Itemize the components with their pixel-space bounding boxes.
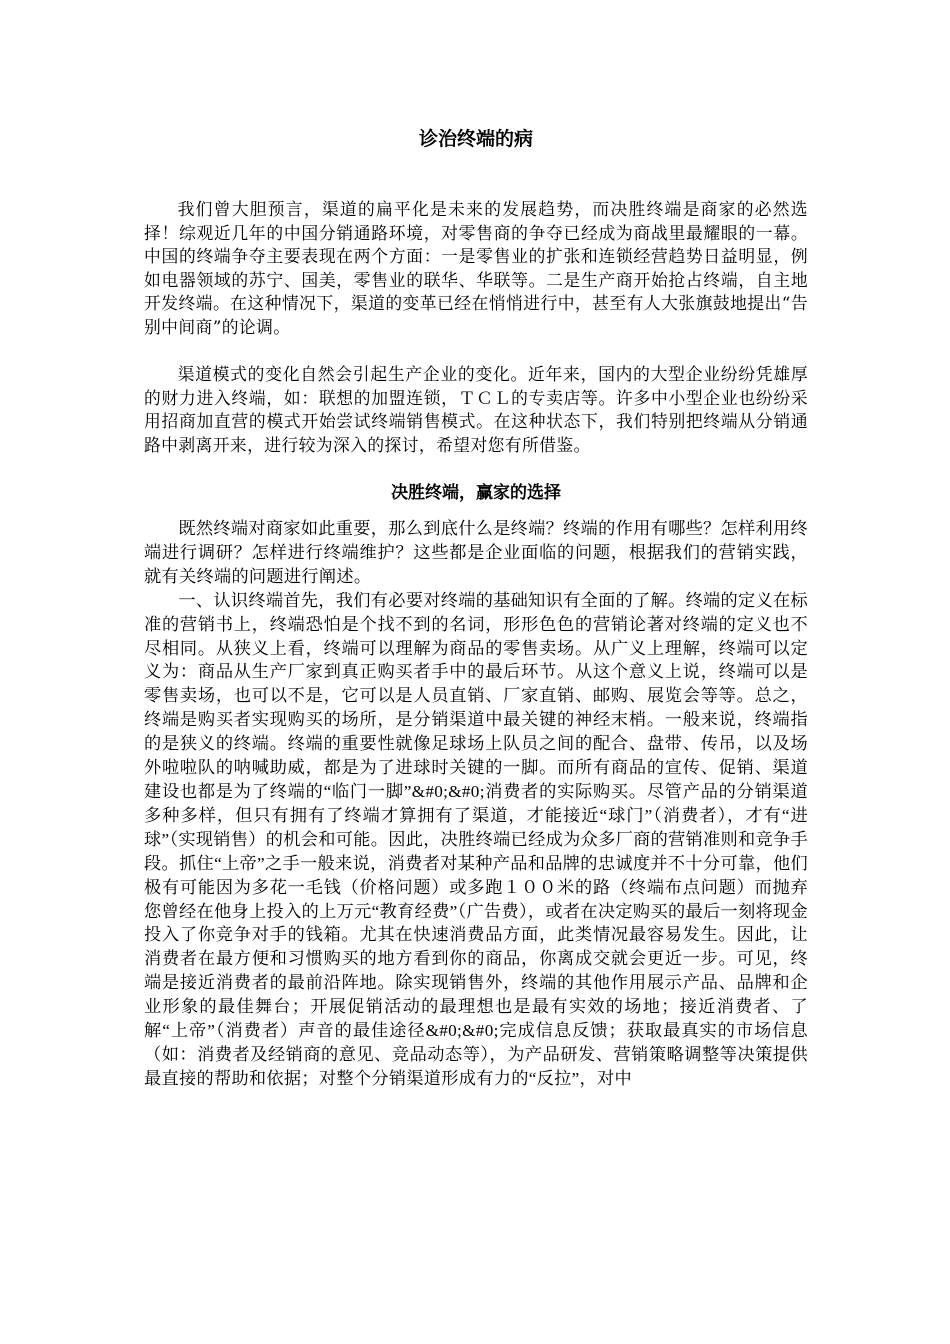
body-paragraph-1: 既然终端对商家如此重要，那么到底什么是终端？终端的作用有哪些？怎样利用终端进行调研？怎样进行终端维护？这些都是企业面临的问题，根据我们的营销实践，就有关终端的问题进行阐述。 (144, 519, 808, 586)
intro-paragraph-1: 我们曾大胆预言，渠道的扁平化是未来的发展趋势，而决胜终端是商家的必然选择！综观近几年的中国分销通路环境，对零售商的争夺已经成为商战里最耀眼的一幕。中国的终端争夺主要表现在两个方面：一是零售业的扩张和连锁经营趋势日益明显，例如电器领域的苏宁、国美，零售业的联华、华联等。二是生产商开始抢占终端，自主地开发终端。在这种情况下，渠道的变革已经在悄悄进行中，甚至有人大张旗鼓地提出“告别中间商”的论调。 (144, 199, 808, 337)
document-page (144, 124, 808, 1091)
intro-paragraph-2: 渠道模式的变化自然会引起生产企业的变化。近年来，国内的大型企业纷纷凭雄厚的财力进入终端，如：联想的加盟连锁，ＴＣＬ的专卖店等。许多中小型企业也纷纷采用招商加直营的模式开始尝试终端销售模式。在这种状态下，我们特别把终端从分销通路中剥离开来，进行较为深入的探讨，希望对您有所借鉴。 (144, 364, 808, 455)
body-paragraph-2: 一、认识终端首先，我们有必要对终端的基础知识有全面的了解。终端的定义在标准的营销书上，终端恐怕是个找不到的名词，形形色色的营销论著对终端的定义也不尽相同。从狭义上看，终端可以理解为商品的零售卖场。从广义上理解，终端可以定义为：商品从生产厂家到真正购买者手中的最后环节。从这个意义上说，终端可以是零售卖场，也可以不是，它可以是人员直销、厂家直销、邮购、展览会等等。总之，终端是购买者实现购买的场所，是分销渠道中最关键的神经末梢。一般来说，终端指的是狭义的终端。终端的重要性就像足球场上队员之间的配合、盘带、传吊，以及场外啦啦队的呐喊助威，都是为了进球时关键的一脚。而所有商品的宣传、促销、渠道建设也都是为了终端的“临门一脚”&#0;&#0;消费者的实际购买。尽管产品的分销渠道多种多样，但只有拥有了终端才算拥有了渠道，才能接近“球门”（消费者），才有“进球”（实现销售）的机会和可能。因此，决胜终端已经成为众多厂商的营销准则和竞争手段。抓住“上帝”之手一般来说，消费者对某种产品和品牌的忠诚度并不十分可靠，他们极有可能因为多花一毛钱（价格问题）或多跑１００米的路（终端布点问题）而抛弃您曾经在他身上投入的上万元“教育经费”（广告费），或者在决定购买的最后一刻将现金投入了你竞争对手的钱箱。尤其在快速消费品方面，此类情况最容易发生。因此，让消费者在最方便和习惯购买的地方看到你的商品，你离成交就会更近一步。可见，终端是接近消费者的最前沿阵地。除实现销售外，终端的其他作用展示产品、品牌和企业形象的最佳舞台；开展促销活动的最理想也是最有实效的场地；接近消费者、了解“上帝”（消费者）声音的最佳途径&#0;&#0;完成信息反馈；获取最真实的市场信息（如：消费者及经销商的意见、竞品动态等），为产品研发、营销策略调整等决策提供最直接的帮助和依据；对整个分销渠道形成有力的“反拉”，对中 (144, 590, 808, 1088)
document-title: 诊治终端的病 (418, 128, 533, 150)
section-title: 决胜终端，赢家的选择 (391, 483, 561, 503)
